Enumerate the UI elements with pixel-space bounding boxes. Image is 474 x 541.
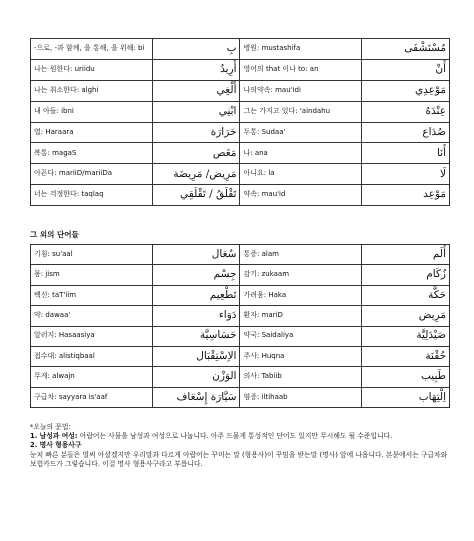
arabic-word-cell: مَوْعِد [361,185,449,206]
table-row [31,285,450,305]
korean-meaning-cell: 나: ana [240,143,362,164]
vocab-table-other [30,244,450,408]
korean-meaning-cell: 의사: Tabiib [240,367,362,387]
arabic-word-cell: تَقْلَقُ / تَقْلَقِي [152,185,240,206]
arabic-word-cell: حَكَّة [361,285,449,305]
korean-meaning-cell: 영어의 that 이나 to: an [240,59,362,80]
table-row [31,59,450,80]
arabic-word-cell: الاِسْتِقْبَال [152,346,240,366]
arabic-word-cell: لَا [361,164,449,185]
arabic-word-cell: تَطْعِيم [152,285,240,305]
table-row [31,326,450,346]
arabic-word-cell: صَيْدَلِيَّة [361,326,449,346]
grammar-item-2-text: 눈치 빠른 분들은 벌써 아셨겠지만 우리말과 다르게 아랍어는 꾸미는 말 (형용사)이 꾸밈을 받는말 (명사) 앞에 나옵니다. 본문에서는 구급차와 보험카드가 그렇습니다. 이걸 명사 형용사구라고 부릅니다. [30,450,448,468]
table-row [31,387,450,407]
korean-meaning-cell: 가려움: Haka [240,285,362,305]
korean-meaning-cell: 염증: iltihaab [240,387,362,407]
korean-meaning-cell: 병원: mustashifa [240,39,362,60]
vocab-table-main-body [31,39,450,206]
grammar-item-1-label: 1. 남성과 여성: [30,432,78,441]
arabic-word-cell: أَنَا [361,143,449,164]
arabic-word-cell: أُلْغِي [152,80,240,101]
arabic-word-cell: حَسَاسِيَّة [152,326,240,346]
arabic-word-cell: اِلْتِهَاب [361,387,449,407]
arabic-word-cell: حُقْنَة [361,346,449,366]
korean-meaning-cell: 알러지: Hasaasiya [31,326,153,346]
arabic-word-cell: جِسْم [152,265,240,285]
arabic-word-cell: بِ [152,39,240,60]
grammar-item-1-text: 아랍어는 사물을 남성과 여성으로 나눕니다. 아주 드물게 통성적인 단어도 있지만 무시해도 될 수준입니다. [77,432,393,441]
korean-meaning-cell: 접수대: alistiqbaal [31,346,153,366]
korean-meaning-cell: 약: dawaa' [31,306,153,326]
grammar-item-2-label: 2. 명사 형용사구 [30,441,82,450]
table-row [31,39,450,60]
korean-meaning-cell: 내 아들: ibni [31,101,153,122]
arabic-word-cell: دَوَاء [152,306,240,326]
table-row [31,143,450,164]
table-row [31,122,450,143]
table-row [31,265,450,285]
arabic-word-cell: سُعَال [152,245,240,265]
arabic-word-cell: مَغَص [152,143,240,164]
grammar-item-1 [30,432,450,441]
table-row [31,346,450,366]
korean-meaning-cell: 복통: magaS [31,143,153,164]
korean-meaning-cell: 나는 원한다: uriidu [31,59,153,80]
korean-meaning-cell: 그는 가지고 있다: 'aindahu [240,101,362,122]
arabic-word-cell: أَلَم [361,245,449,265]
korean-meaning-cell: 백신: taT'iim [31,285,153,305]
table-row [31,80,450,101]
arabic-word-cell: عِنْدَهُ [361,101,449,122]
arabic-word-cell: صُدَاع [361,122,449,143]
arabic-word-cell: سَيَّارَة إِسْعَاف [152,387,240,407]
section-title: 그 외의 단어들 [30,230,79,239]
korean-meaning-cell: 환자: mariD [240,306,362,326]
korean-meaning-cell: 아니요: la [240,164,362,185]
arabic-word-cell: مُسْتَشْفَى [361,39,449,60]
korean-meaning-cell: 통증: alam [240,245,362,265]
korean-meaning-cell: 너는 걱정한다: taqlaq [31,185,153,206]
arabic-word-cell: طَبِيب [361,367,449,387]
table-row [31,185,450,206]
korean-meaning-cell: 두통: Sudaa' [240,122,362,143]
table-row [31,245,450,265]
korean-meaning-cell: 아픈다: mariiD/mariiDa [31,164,153,185]
korean-meaning-cell: 나의약속: mau'idi [240,80,362,101]
korean-meaning-cell: 무게: alwajn [31,367,153,387]
arabic-word-cell: الوَزْن [152,367,240,387]
arabic-word-cell: زُكَام [361,265,449,285]
table-row [31,101,450,122]
vocab-table-main [30,38,450,206]
table-row [31,306,450,326]
korean-meaning-cell: 약국: Saidaliya [240,326,362,346]
korean-meaning-cell: 감기: zukaam [240,265,362,285]
korean-meaning-cell: 주사: Huqna [240,346,362,366]
table-row [31,367,450,387]
arabic-word-cell: أَنْ [361,59,449,80]
arabic-word-cell: مَوْعِدِي [361,80,449,101]
table-row [31,164,450,185]
grammar-heading: *오늘의 문법: [30,423,71,431]
vocab-table-other-body [31,245,450,408]
arabic-word-cell: حَرَارَة [152,122,240,143]
korean-meaning-cell: 구급차: sayyara is'aaf [31,387,153,407]
korean-meaning-cell: 기침: su'aal [31,245,153,265]
arabic-word-cell: أُرِيدُ [152,59,240,80]
korean-meaning-cell: 약속: mau'id [240,185,362,206]
arabic-word-cell: ابْنِي [152,101,240,122]
grammar-notes [30,423,450,469]
korean-meaning-cell: -으로, -과 함께, 을 통해, 을 위해: bi [31,39,153,60]
korean-meaning-cell: 몸: jism [31,265,153,285]
korean-meaning-cell: 열: Haraara [31,122,153,143]
korean-meaning-cell: 나는 취소한다: alghi [31,80,153,101]
arabic-word-cell: مَرِيض/ مَرِيضَة [152,164,240,185]
arabic-word-cell: مَرِيض [361,306,449,326]
